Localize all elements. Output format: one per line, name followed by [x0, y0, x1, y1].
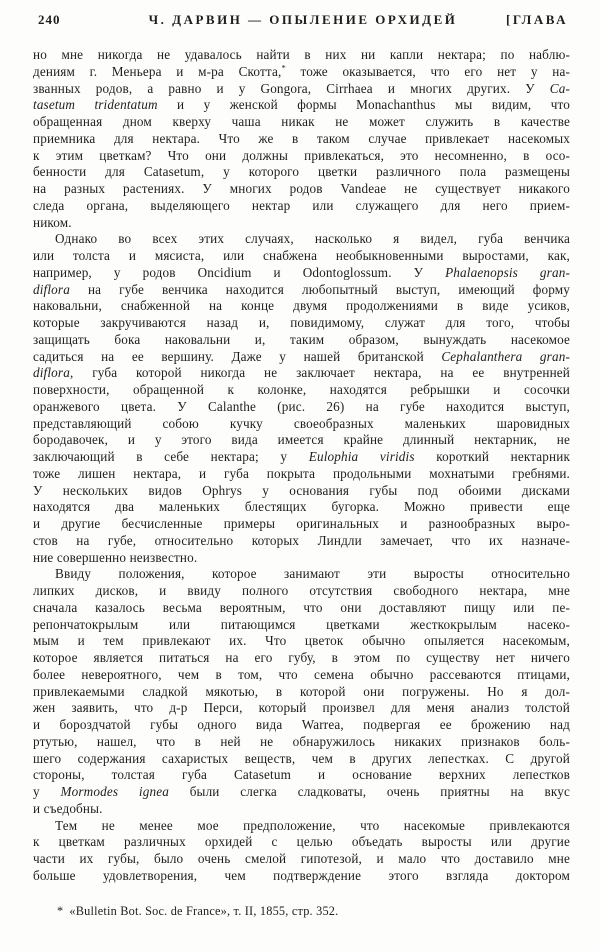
text-line: бенности для Catasetum, у которого цветки различного пола размещены	[33, 164, 570, 180]
text-line: мым и тем привлекают их. Что цветок обычно опыляется насекомым,	[33, 633, 570, 649]
page-number: 240	[38, 12, 61, 27]
text-line: к цветкам различных орхидей с целью объедать выросты или другие	[33, 834, 570, 850]
text-line: которое является питаться на его губу, в этом по существу нет ничего	[33, 650, 570, 665]
text-line: наковальни, снабженной на конце двумя продолжениями в виде усиков,	[33, 298, 570, 314]
text-line: ртутью, нашел, что в ней не обнаружилось никаких признаков боль-	[33, 733, 570, 749]
text-line: репончатокрылым или питающимся цветками жесткокрылым насеко-	[33, 616, 570, 632]
text-line: заключающий в себе нектара; у Eulophia viridis короткий нектарник	[33, 449, 570, 464]
running-title: Ч. ДАРВИН — ОПЫЛЕНИЕ ОРХИДЕЙ	[148, 12, 458, 27]
text-paragraph	[33, 47, 570, 231]
text-line: сначала казалось весьма вероятным, что они доставляют пищу или пе-	[33, 599, 570, 615]
text-paragraph	[33, 818, 570, 885]
text-line: оранжевого цвета. У Calanthe (рис. 26) на губе находится выступ,	[33, 398, 570, 414]
text-line: diflora, губа которой никогда не заключает нектара, на ее внутренней	[33, 365, 570, 381]
text-line: и съедобны.	[33, 800, 103, 816]
text-line: ником.	[33, 214, 72, 230]
text-line: тоже лишен нектара, и губа покрыта продольными мохнатыми гребнями.	[33, 465, 570, 481]
text-line: У нескольких видов Ophrys у основания губы под обоими дисками	[33, 482, 570, 498]
text-line: обращенная дном кверху чаша никак не может служить в качестве	[33, 114, 570, 129]
text-line: Однако во всех этих случаях, насколько я видел, губа венчика	[55, 231, 570, 247]
text-line: Тем не менее мое предположение, что насекомые привлекаются	[55, 817, 570, 833]
text-line: Ввиду положения, которое занимают эти выросты относительно	[55, 566, 570, 582]
text-paragraph	[33, 566, 570, 817]
text-line: или толста и мясиста, или снабжена необыкновенными выростами, как,	[33, 248, 570, 263]
text-line: tasetum tridentatum и у женской формы Monachanthus мы видим, что	[33, 97, 570, 113]
text-paragraph	[33, 231, 570, 566]
text-line: стов на губе, относительно которых Линдли замечает, что их назначе-	[33, 532, 570, 548]
text-line: более невероятного, чем в том, что семена обычно рассеваются птицами,	[33, 666, 570, 682]
text-line: бородавочек, и у этого вида имеется крайне длинный нектарник, не	[33, 432, 570, 448]
text-line: но мне никогда не удавалось найти в них ни капли нектара; по наблю-	[33, 47, 570, 62]
text-line: к этим цветкам? Что они должны привлекаться, это несомненно, в осо-	[33, 147, 570, 163]
text-line: у Mormodes ignea были слегка сладковаты, очень приятны на вкус	[33, 784, 570, 799]
text-line: приемника для нектара. Что же в таком случае привлекает насекомых	[33, 130, 570, 146]
text-line: привлекаемыми сладкой мякотью, в которой они погружены. Но я дол-	[33, 683, 570, 699]
footnote	[33, 904, 570, 919]
footnote-text: «Bulletin Bot. Soc. de France», т. II, 1855, стр. 352.	[69, 903, 339, 918]
text-line: и другие бесчисленные примеры оригинальных и разнообразных выро-	[33, 516, 570, 531]
text-line: больше удовлетворения, чем подтверждение этого взгляда доктором	[33, 867, 570, 883]
text-line: следа органа, выделяющего нектар или служащего для него прием-	[33, 197, 570, 213]
text-line: представляющий собою кучку своеобразных маленьких шаровидных	[33, 415, 570, 431]
text-line: и бороздчатой губы одного вида Warrea, подвергая ее брожению над	[33, 717, 570, 732]
chapter-label: [ГЛАВА	[506, 12, 568, 27]
text-line: части их губы, было очень смелой гипотезой, и мало что доставило мне	[33, 851, 570, 866]
text-line: ние совершенно неизвестно.	[33, 549, 198, 565]
text-line: которые закручиваются назад и, повидимому, служат для того, чтобы	[33, 315, 570, 330]
footnote-marker: *	[57, 903, 64, 918]
text-line: званных родов, а равно и у Gongora, Cirrhaea и многих других. У Ca-	[33, 80, 570, 96]
text-line: липких дисков, и ввиду полного отсутствия свободного нектара, мне	[33, 583, 570, 598]
text-line: защищать бока наковальни и, таким образом, вынуждать насекомое	[33, 331, 570, 347]
text-line: diflora на губе венчика находится любопытный выступ, имеющий форму	[33, 281, 570, 297]
running-header	[33, 12, 570, 28]
text-line: жен заявить, что д-р Перси, который произвел для меня анализ толстой	[33, 700, 570, 716]
text-line: садиться на ее вершину. Даже у нашей британской Cephalanthera gran-	[33, 348, 570, 364]
text-line: шего содержания сахаристых веществ, чем в других лепестках. С другой	[33, 750, 570, 766]
body-text	[33, 47, 570, 885]
text-line: дениям г. Меньера и м-ра Скотта,* тоже оказывается, что его нет у на-	[33, 63, 570, 79]
text-line: находятся два маленьких блестящих бугорка. Можно привести еще	[33, 499, 570, 515]
text-line: например, у родов Oncidium и Odontoglossum. У Phalaenopsis gran-	[33, 264, 570, 280]
text-line: поверхности, обращенной к колонке, находятся ребрышки и сосочки	[33, 382, 570, 397]
text-line: стороны, толстая губа Catasetum и основание верхних лепестков	[33, 767, 570, 783]
text-line: на разных растениях. У многих родов Vandeae не существует никакого	[33, 181, 570, 196]
